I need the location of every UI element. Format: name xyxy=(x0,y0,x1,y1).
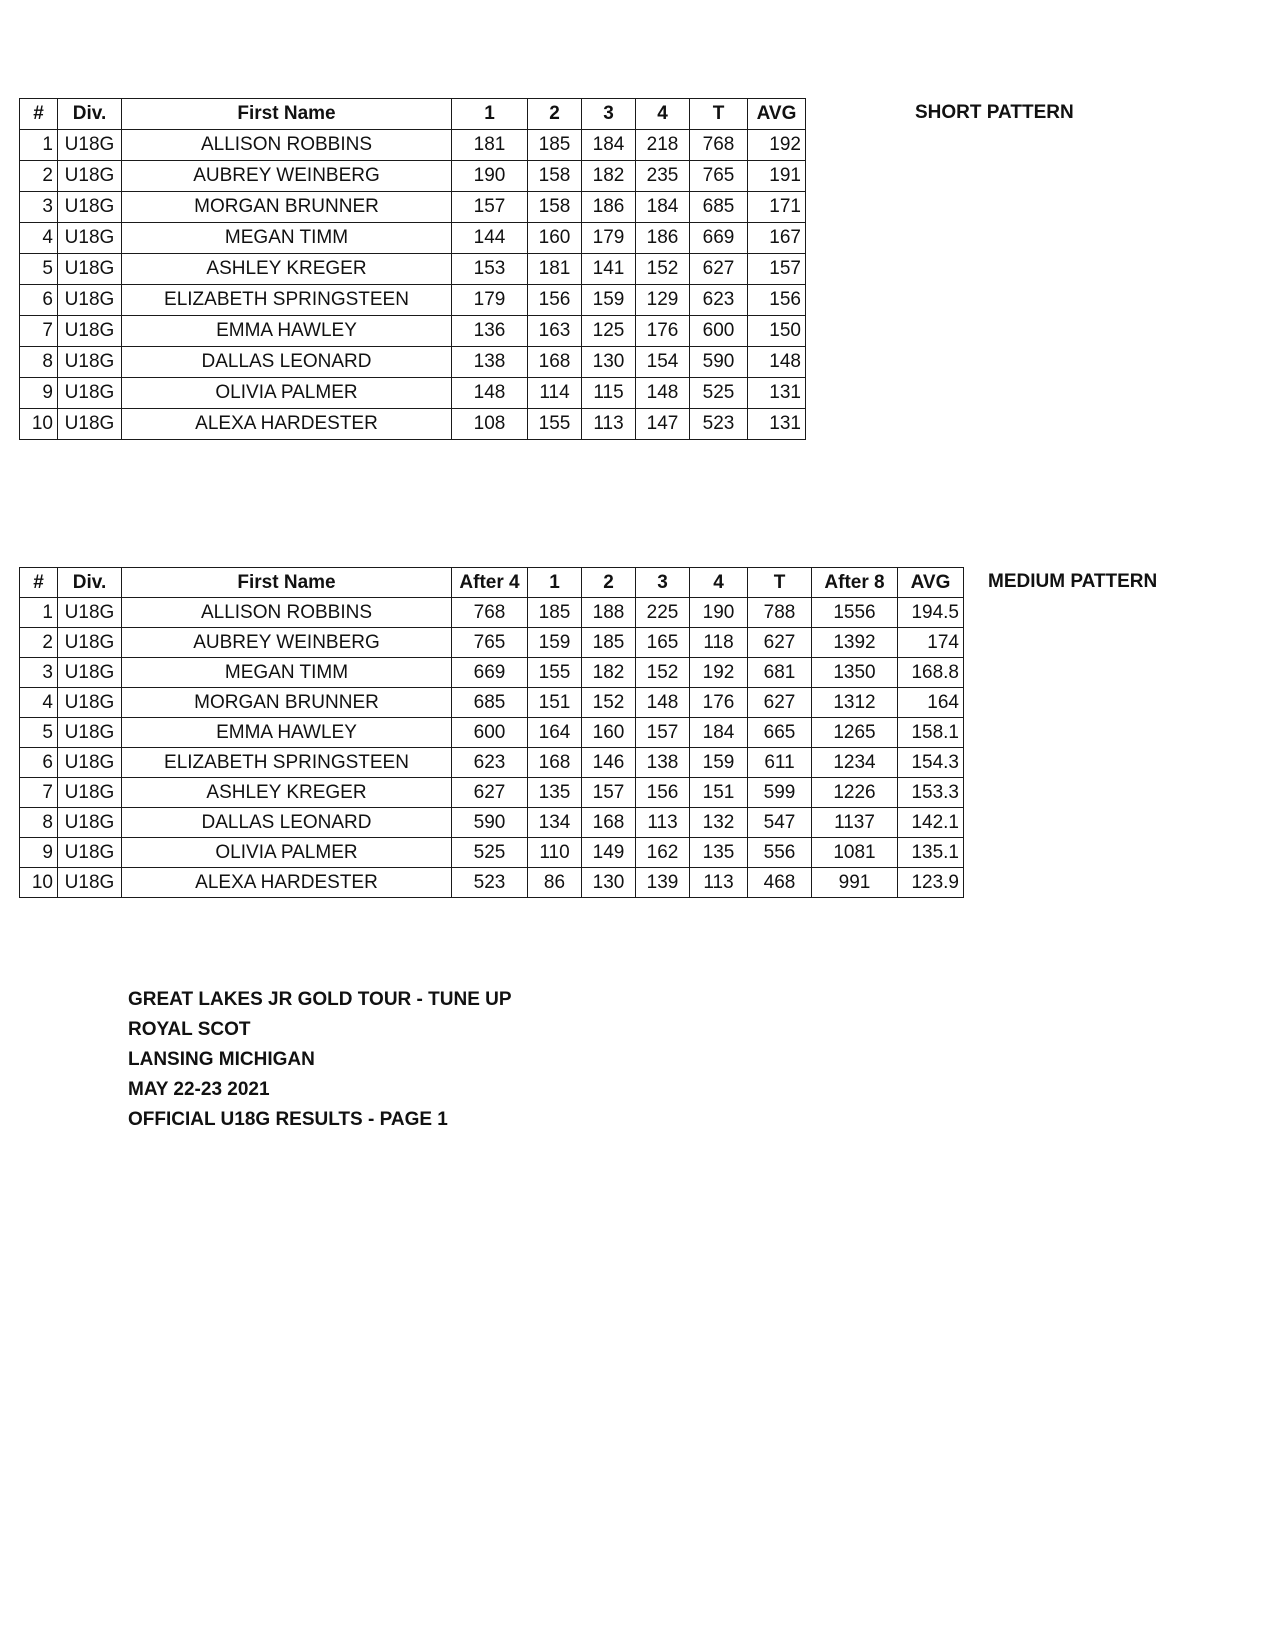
table-cell: ASHLEY KREGER xyxy=(122,778,452,808)
column-header: 1 xyxy=(452,99,528,130)
table-cell: 685 xyxy=(452,688,528,718)
table-cell: 3 xyxy=(20,192,58,223)
table-cell: 669 xyxy=(452,658,528,688)
table-cell: 8 xyxy=(20,347,58,378)
table-row xyxy=(20,378,806,409)
column-header: After 8 xyxy=(812,568,898,598)
table-cell: 135 xyxy=(528,778,582,808)
table-cell: 165 xyxy=(636,628,690,658)
table-cell: 164 xyxy=(898,688,964,718)
table-cell: 148 xyxy=(452,378,528,409)
column-header: # xyxy=(20,568,58,598)
table-cell: 184 xyxy=(690,718,748,748)
table-cell: OLIVIA PALMER xyxy=(122,838,452,868)
table-cell: 225 xyxy=(636,598,690,628)
table-cell: U18G xyxy=(58,254,122,285)
table-cell: 132 xyxy=(690,808,748,838)
table-cell: 164 xyxy=(528,718,582,748)
table-cell: 160 xyxy=(528,223,582,254)
table-cell: 525 xyxy=(690,378,748,409)
table-cell: U18G xyxy=(58,409,122,440)
table-row xyxy=(20,778,964,808)
table-cell: 4 xyxy=(20,223,58,254)
table-cell: 138 xyxy=(636,748,690,778)
table-cell: 130 xyxy=(582,347,636,378)
table-cell: 185 xyxy=(528,598,582,628)
table-cell: 685 xyxy=(690,192,748,223)
table-cell: 113 xyxy=(582,409,636,440)
table-cell: 665 xyxy=(748,718,812,748)
table-cell: 159 xyxy=(528,628,582,658)
table-row xyxy=(20,658,964,688)
table-cell: 768 xyxy=(452,598,528,628)
table-cell: 190 xyxy=(690,598,748,628)
table-cell: 788 xyxy=(748,598,812,628)
table-cell: 235 xyxy=(636,161,690,192)
table-cell: DALLAS LEONARD xyxy=(122,808,452,838)
table-cell: 179 xyxy=(582,223,636,254)
table-cell: 113 xyxy=(690,868,748,898)
table-cell: ELIZABETH SPRINGSTEEN xyxy=(122,285,452,316)
table-cell: 125 xyxy=(582,316,636,347)
table-cell: U18G xyxy=(58,316,122,347)
table-row xyxy=(20,838,964,868)
table-cell: 627 xyxy=(452,778,528,808)
table-cell: 181 xyxy=(452,130,528,161)
table-cell: 158 xyxy=(528,161,582,192)
table-cell: 627 xyxy=(748,628,812,658)
table-cell: 9 xyxy=(20,378,58,409)
table-cell: 1 xyxy=(20,598,58,628)
column-header: 4 xyxy=(690,568,748,598)
table-cell: 1081 xyxy=(812,838,898,868)
table-cell: 1 xyxy=(20,130,58,161)
table-cell: 669 xyxy=(690,223,748,254)
table-cell: 525 xyxy=(452,838,528,868)
table-cell: 147 xyxy=(636,409,690,440)
table-cell: U18G xyxy=(58,130,122,161)
table-cell: 765 xyxy=(452,628,528,658)
table-cell: 131 xyxy=(748,409,806,440)
table-cell: ALEXA HARDESTER xyxy=(122,868,452,898)
table-cell: U18G xyxy=(58,161,122,192)
table-cell: U18G xyxy=(58,778,122,808)
table-cell: 155 xyxy=(528,658,582,688)
table-cell: MEGAN TIMM xyxy=(122,223,452,254)
table-cell: U18G xyxy=(58,598,122,628)
table-cell: 136 xyxy=(452,316,528,347)
table-cell: 153 xyxy=(452,254,528,285)
table-cell: 123.9 xyxy=(898,868,964,898)
table-cell: 218 xyxy=(636,130,690,161)
table-cell: 7 xyxy=(20,778,58,808)
table-cell: 623 xyxy=(452,748,528,778)
medium-pattern-label: MEDIUM PATTERN xyxy=(988,571,1158,592)
table-cell: 159 xyxy=(582,285,636,316)
table-cell: 157 xyxy=(582,778,636,808)
column-header: T xyxy=(748,568,812,598)
table-cell: ALEXA HARDESTER xyxy=(122,409,452,440)
table-cell: 154.3 xyxy=(898,748,964,778)
table-cell: 152 xyxy=(636,254,690,285)
table-row xyxy=(20,628,964,658)
table-cell: 152 xyxy=(582,688,636,718)
table-cell: 181 xyxy=(528,254,582,285)
table-cell: 192 xyxy=(690,658,748,688)
table-cell: 1137 xyxy=(812,808,898,838)
table-cell: 194.5 xyxy=(898,598,964,628)
table-cell: 115 xyxy=(582,378,636,409)
table-cell: 113 xyxy=(636,808,690,838)
table-cell: 144 xyxy=(452,223,528,254)
table-cell: 139 xyxy=(636,868,690,898)
event-venue: ROYAL SCOT xyxy=(128,1019,251,1040)
table-cell: 186 xyxy=(636,223,690,254)
table-cell: 10 xyxy=(20,409,58,440)
table-row xyxy=(20,688,964,718)
table-cell: 135.1 xyxy=(898,838,964,868)
table-cell: 547 xyxy=(748,808,812,838)
table-cell: 168.8 xyxy=(898,658,964,688)
table-cell: 9 xyxy=(20,838,58,868)
table-cell: 590 xyxy=(452,808,528,838)
column-header: AVG xyxy=(898,568,964,598)
table-cell: 523 xyxy=(690,409,748,440)
table-cell: U18G xyxy=(58,628,122,658)
table-cell: 184 xyxy=(636,192,690,223)
table-cell: 134 xyxy=(528,808,582,838)
table-cell: 129 xyxy=(636,285,690,316)
table-cell: U18G xyxy=(58,192,122,223)
table-row xyxy=(20,161,806,192)
table-row xyxy=(20,808,964,838)
table-cell: U18G xyxy=(58,748,122,778)
table-row xyxy=(20,718,964,748)
table-cell: 1392 xyxy=(812,628,898,658)
table-cell: 130 xyxy=(582,868,636,898)
table-cell: 146 xyxy=(582,748,636,778)
table-cell: 186 xyxy=(582,192,636,223)
table-cell: MEGAN TIMM xyxy=(122,658,452,688)
table-cell: 176 xyxy=(690,688,748,718)
table-row xyxy=(20,748,964,778)
table-cell: EMMA HAWLEY xyxy=(122,316,452,347)
short-pattern-table xyxy=(19,98,806,440)
event-title: GREAT LAKES JR GOLD TOUR - TUNE UP xyxy=(128,989,512,1010)
event-location: LANSING MICHIGAN xyxy=(128,1049,315,1070)
table-cell: 4 xyxy=(20,688,58,718)
table-cell: 1234 xyxy=(812,748,898,778)
table-cell: 184 xyxy=(582,130,636,161)
table-row xyxy=(20,598,964,628)
column-header: 2 xyxy=(582,568,636,598)
table-cell: 142.1 xyxy=(898,808,964,838)
table-cell: 600 xyxy=(452,718,528,748)
table-cell: U18G xyxy=(58,658,122,688)
table-cell: 182 xyxy=(582,161,636,192)
table-cell: 623 xyxy=(690,285,748,316)
table-row xyxy=(20,347,806,378)
table-cell: 138 xyxy=(452,347,528,378)
table-row xyxy=(20,192,806,223)
table-cell: 190 xyxy=(452,161,528,192)
short-header-row xyxy=(20,99,806,130)
table-cell: 627 xyxy=(748,688,812,718)
column-header: T xyxy=(690,99,748,130)
table-cell: 157 xyxy=(452,192,528,223)
table-cell: 158.1 xyxy=(898,718,964,748)
table-cell: 1226 xyxy=(812,778,898,808)
table-cell: 168 xyxy=(528,748,582,778)
table-cell: U18G xyxy=(58,285,122,316)
table-cell: 155 xyxy=(528,409,582,440)
table-cell: 179 xyxy=(452,285,528,316)
table-cell: 8 xyxy=(20,808,58,838)
table-cell: DALLAS LEONARD xyxy=(122,347,452,378)
table-cell: 7 xyxy=(20,316,58,347)
table-cell: U18G xyxy=(58,347,122,378)
table-cell: EMMA HAWLEY xyxy=(122,718,452,748)
column-header: First Name xyxy=(122,568,452,598)
table-cell: 5 xyxy=(20,718,58,748)
table-cell: 185 xyxy=(582,628,636,658)
table-cell: 149 xyxy=(582,838,636,868)
table-cell: 1556 xyxy=(812,598,898,628)
results-page-label: OFFICIAL U18G RESULTS - PAGE 1 xyxy=(128,1109,448,1130)
table-cell: MORGAN BRUNNER xyxy=(122,192,452,223)
column-header: After 4 xyxy=(452,568,528,598)
table-cell: 174 xyxy=(898,628,964,658)
table-cell: 148 xyxy=(636,688,690,718)
table-cell: 765 xyxy=(690,161,748,192)
table-cell: ASHLEY KREGER xyxy=(122,254,452,285)
medium-pattern-table xyxy=(19,567,964,898)
column-header: Div. xyxy=(58,99,122,130)
table-cell: 1350 xyxy=(812,658,898,688)
table-cell: 168 xyxy=(528,347,582,378)
table-cell: 86 xyxy=(528,868,582,898)
table-cell: 118 xyxy=(690,628,748,658)
table-cell: 599 xyxy=(748,778,812,808)
table-cell: U18G xyxy=(58,378,122,409)
table-cell: 157 xyxy=(636,718,690,748)
table-cell: 182 xyxy=(582,658,636,688)
table-cell: ELIZABETH SPRINGSTEEN xyxy=(122,748,452,778)
column-header: 2 xyxy=(528,99,582,130)
table-cell: 5 xyxy=(20,254,58,285)
table-row xyxy=(20,409,806,440)
table-cell: 159 xyxy=(690,748,748,778)
table-cell: OLIVIA PALMER xyxy=(122,378,452,409)
column-header: 4 xyxy=(636,99,690,130)
table-cell: 681 xyxy=(748,658,812,688)
table-cell: 1312 xyxy=(812,688,898,718)
table-cell: ALLISON ROBBINS xyxy=(122,130,452,161)
table-row xyxy=(20,223,806,254)
medium-table-body xyxy=(20,598,964,898)
table-cell: 162 xyxy=(636,838,690,868)
table-cell: 171 xyxy=(748,192,806,223)
table-cell: 10 xyxy=(20,868,58,898)
table-cell: 2 xyxy=(20,161,58,192)
table-cell: 2 xyxy=(20,628,58,658)
table-cell: 160 xyxy=(582,718,636,748)
event-date: MAY 22-23 2021 xyxy=(128,1079,270,1100)
column-header: 1 xyxy=(528,568,582,598)
table-cell: AUBREY WEINBERG xyxy=(122,628,452,658)
table-cell: U18G xyxy=(58,808,122,838)
table-row xyxy=(20,285,806,316)
table-cell: 468 xyxy=(748,868,812,898)
column-header: 3 xyxy=(582,99,636,130)
table-cell: 168 xyxy=(582,808,636,838)
table-cell: 110 xyxy=(528,838,582,868)
table-cell: 188 xyxy=(582,598,636,628)
table-cell: 114 xyxy=(528,378,582,409)
medium-header-row xyxy=(20,568,964,598)
table-cell: 627 xyxy=(690,254,748,285)
table-cell: U18G xyxy=(58,688,122,718)
table-cell: 163 xyxy=(528,316,582,347)
table-cell: MORGAN BRUNNER xyxy=(122,688,452,718)
table-cell: 1265 xyxy=(812,718,898,748)
table-cell: 152 xyxy=(636,658,690,688)
table-cell: 153.3 xyxy=(898,778,964,808)
table-cell: 768 xyxy=(690,130,748,161)
table-cell: 156 xyxy=(528,285,582,316)
table-row xyxy=(20,130,806,161)
table-cell: 176 xyxy=(636,316,690,347)
table-cell: 185 xyxy=(528,130,582,161)
table-cell: 3 xyxy=(20,658,58,688)
table-cell: 157 xyxy=(748,254,806,285)
column-header: 3 xyxy=(636,568,690,598)
table-cell: AUBREY WEINBERG xyxy=(122,161,452,192)
table-cell: 151 xyxy=(690,778,748,808)
short-table-body xyxy=(20,130,806,440)
table-row xyxy=(20,316,806,347)
table-cell: 131 xyxy=(748,378,806,409)
table-cell: ALLISON ROBBINS xyxy=(122,598,452,628)
table-cell: 611 xyxy=(748,748,812,778)
table-row xyxy=(20,868,964,898)
table-cell: 523 xyxy=(452,868,528,898)
table-cell: 167 xyxy=(748,223,806,254)
table-cell: 154 xyxy=(636,347,690,378)
table-cell: 191 xyxy=(748,161,806,192)
table-cell: 556 xyxy=(748,838,812,868)
table-cell: 156 xyxy=(636,778,690,808)
table-cell: 6 xyxy=(20,748,58,778)
column-header: # xyxy=(20,99,58,130)
table-cell: 156 xyxy=(748,285,806,316)
event-info xyxy=(128,985,512,1135)
table-cell: 141 xyxy=(582,254,636,285)
table-row xyxy=(20,254,806,285)
table-cell: 148 xyxy=(636,378,690,409)
table-cell: U18G xyxy=(58,868,122,898)
table-cell: 108 xyxy=(452,409,528,440)
table-cell: 192 xyxy=(748,130,806,161)
table-cell: 151 xyxy=(528,688,582,718)
column-header: AVG xyxy=(748,99,806,130)
table-cell: 6 xyxy=(20,285,58,316)
table-cell: 600 xyxy=(690,316,748,347)
table-cell: U18G xyxy=(58,223,122,254)
table-cell: U18G xyxy=(58,838,122,868)
table-cell: 148 xyxy=(748,347,806,378)
short-pattern-label: SHORT PATTERN xyxy=(915,102,1074,123)
table-cell: U18G xyxy=(58,718,122,748)
column-header: First Name xyxy=(122,99,452,130)
table-cell: 991 xyxy=(812,868,898,898)
table-cell: 150 xyxy=(748,316,806,347)
table-cell: 590 xyxy=(690,347,748,378)
column-header: Div. xyxy=(58,568,122,598)
table-cell: 158 xyxy=(528,192,582,223)
table-cell: 135 xyxy=(690,838,748,868)
